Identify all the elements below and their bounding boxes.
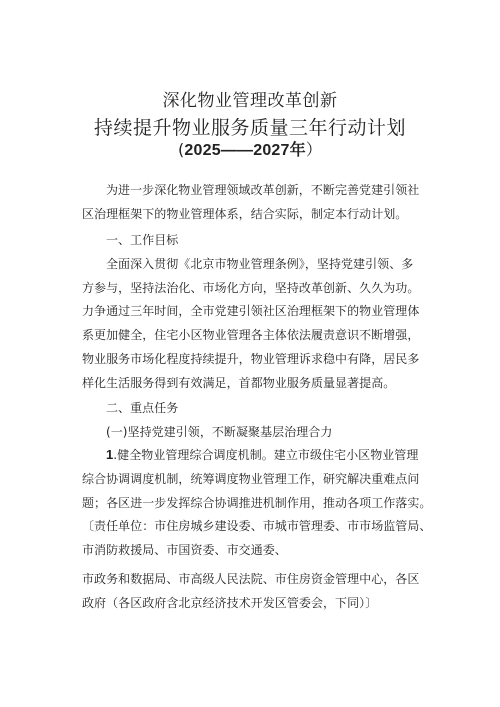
title-close-paren: ） <box>305 140 323 159</box>
goal-line-2: 方参与，坚持法治化、市场化方向，坚持改革创新、久久为功。 <box>82 281 420 295</box>
item-1-number: 1 <box>106 447 114 462</box>
section-heading-goals: 一、工作目标 <box>106 233 179 247</box>
subsection-heading-1: (一)坚持党建引领，不断凝聚基层治理合力 <box>106 425 333 439</box>
title-line-1: 深化物业管理改革创新 <box>162 91 338 111</box>
title-line-3 <box>0 137 500 160</box>
title-open-paren: ( <box>177 140 185 159</box>
intro-line-2: 区治理框架下的物业管理体系，结合实际，制定本行动计划。 <box>82 207 408 221</box>
goal-line-5: 物业服务市场化程度持续提升，物业管理诉求稳中有降，居民多 <box>82 352 420 366</box>
item-1-line-5: 市消防救援局、市国资委、市交通委、 <box>82 543 287 557</box>
intro-line-1: 为进一步深化物业管理领域改革创新，不断完善党建引领社 <box>106 183 420 197</box>
title-years: 2025——2027年 <box>184 142 306 159</box>
item-1-line-3: 题；各区进一步发挥综合协调推进机制作用，推动各项工作落实。 <box>82 496 432 510</box>
item-1-line-7: 政府（各区政府含北京经济技术开发区管委会，下同）〕 <box>82 596 378 610</box>
section-heading-tasks: 二、重点任务 <box>106 401 179 415</box>
goal-line-6: 样化生活服务得到有效满足，首都物业服务质量显著提高。 <box>82 376 396 390</box>
goal-line-1: 全面深入贯彻《北京市物业管理条例》，坚持党建引领、多 <box>106 257 414 271</box>
item-1-line-4: 〔责任单位：市住房城乡建设委、市城市管理委、市市场监管局、 <box>82 519 432 533</box>
goal-line-4: 系更加健全，住宅小区物业管理各主体依法履责意识不断增强， <box>82 328 420 342</box>
goal-line-3: 力争通过三年时间，全市党建引领社区治理框架下的物业管理体 <box>82 304 420 318</box>
item-1-line-2: 综合协调调度机制，统筹调度物业管理工作，研究解决重难点问 <box>82 472 420 486</box>
title-line-2: 持续提升物业服务质量三年行动计划 <box>93 117 406 139</box>
item-1-line-1 <box>106 448 418 462</box>
item-1-text: .健全物业管理综合调度机制。建立市级住宅小区物业管理 <box>113 448 419 462</box>
item-1-line-6: 市政务和数据局、市高级人民法院、市住房资金管理中心，各区 <box>82 572 420 586</box>
